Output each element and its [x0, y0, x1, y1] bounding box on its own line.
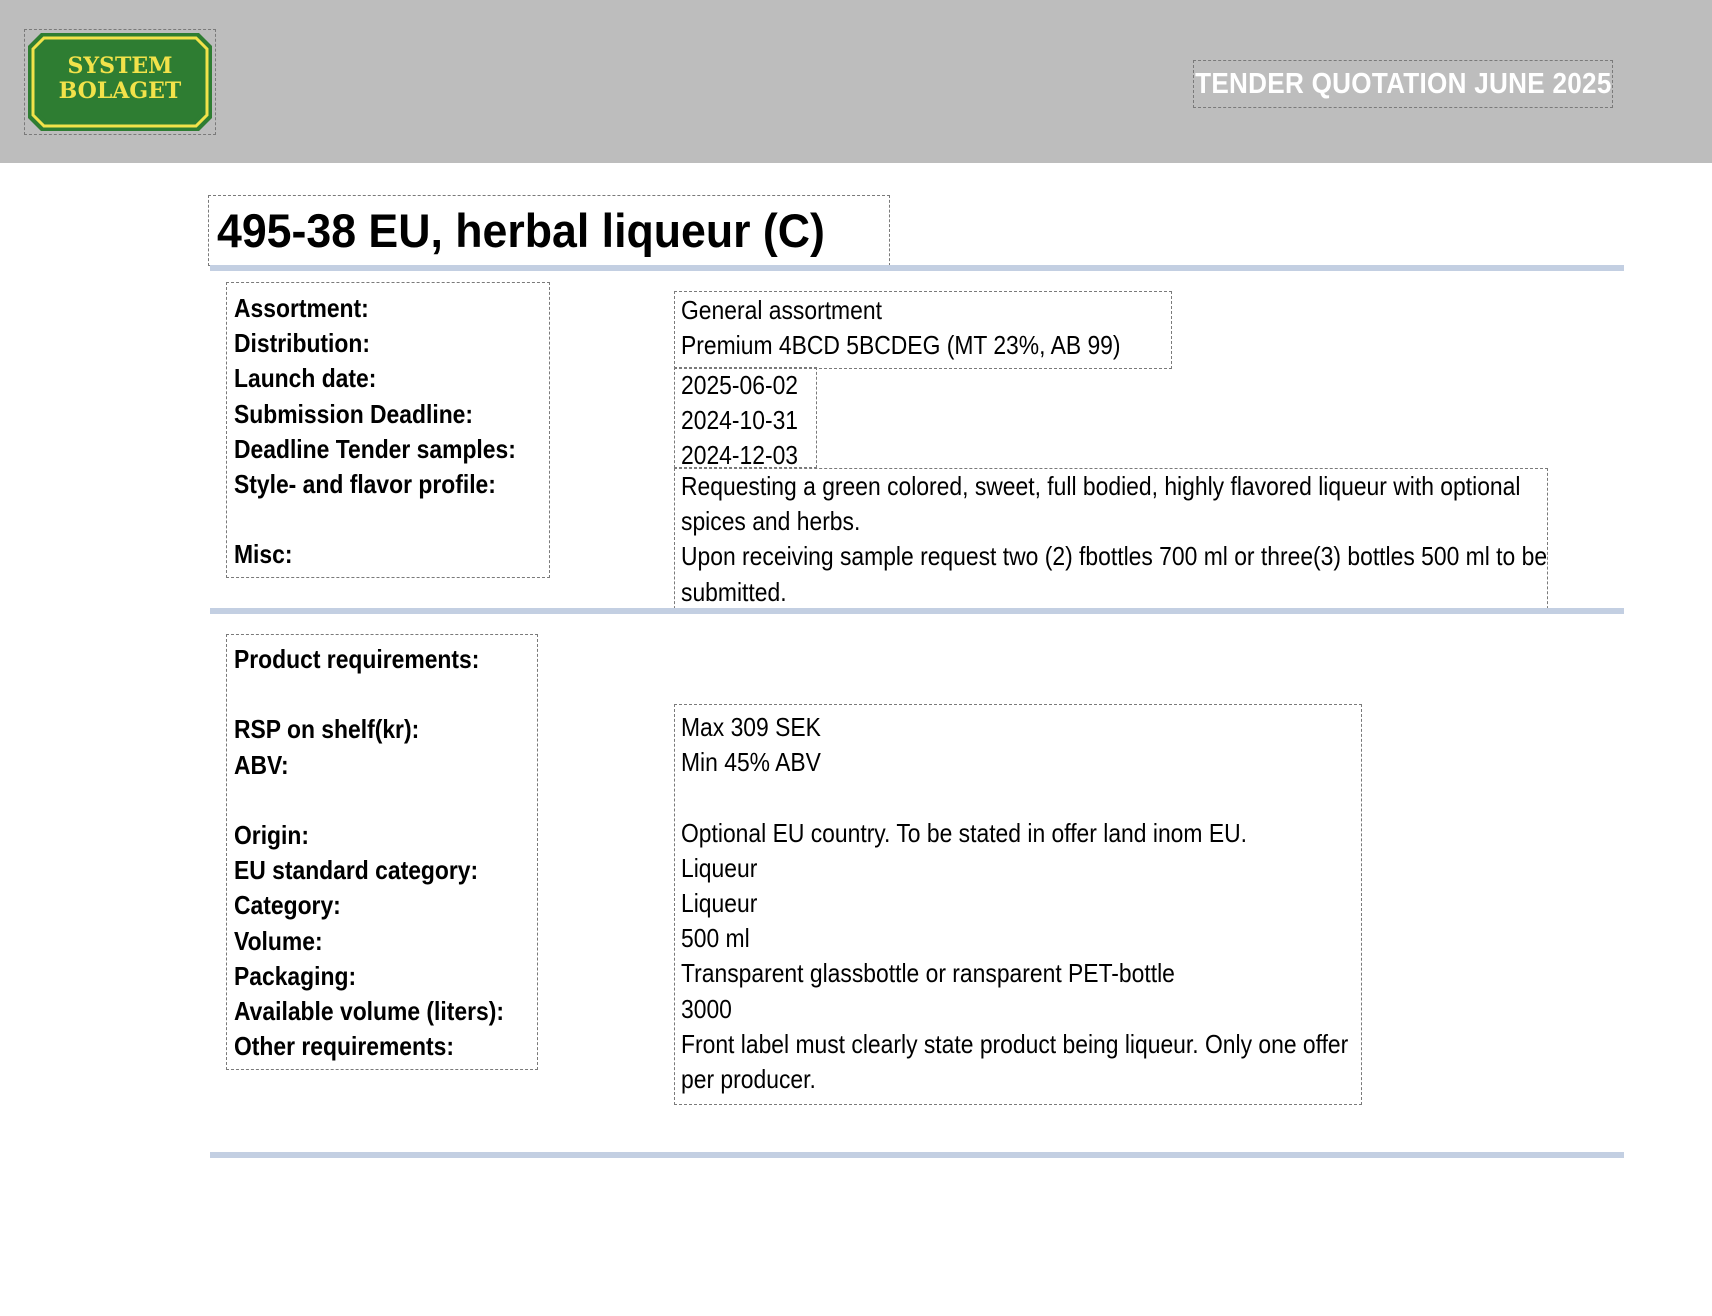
value-packaging: Transparent glassbottle or ransparent PET-bottle	[681, 958, 1175, 989]
value-deadline-samples: 2024-12-03	[681, 440, 799, 471]
value-launch-date: 2025-06-02	[681, 370, 799, 400]
label-style-profile: Style- and flavor profile:	[234, 468, 496, 499]
logo-badge-icon	[25, 30, 215, 134]
label-rsp: RSP on shelf(kr):	[234, 714, 420, 745]
label-abv: ABV:	[234, 749, 289, 780]
value-assortment: General assortment	[681, 295, 882, 325]
logo-text-line2: BOLAGET	[58, 78, 182, 104]
label-distribution: Distribution:	[234, 328, 370, 359]
label-other-requirements: Other requirements:	[234, 1031, 454, 1062]
label-volume: Volume:	[234, 925, 323, 956]
section-divider	[210, 1152, 1624, 1158]
label-assortment: Assortment:	[234, 293, 369, 323]
value-distribution: Premium 4BCD 5BCDEG (MT 23%, AB 99)	[681, 330, 1121, 361]
profile-misc-values	[675, 469, 1547, 613]
section-divider	[210, 608, 1624, 614]
value-abv: Min 45% ABV	[681, 747, 821, 778]
value-misc: Upon receiving sample request two (2) fbottles 700 ml or three(3) bottles 500 ml to be submitted.	[681, 541, 1548, 607]
label-category: Category:	[234, 890, 341, 921]
value-rsp: Max 309 SEK	[681, 712, 821, 742]
label-available-volume: Available volume (liters):	[234, 995, 504, 1026]
label-packaging: Packaging:	[234, 960, 357, 991]
section-divider	[210, 265, 1624, 271]
document-title: 495-38 EU, herbal liqueur (C)	[209, 196, 889, 265]
label-product-requirements: Product requirements:	[234, 644, 480, 674]
value-eu-category: Liqueur	[681, 852, 758, 883]
value-submission-deadline: 2024-10-31	[681, 405, 799, 436]
general-info-labels	[227, 283, 549, 577]
product-requirements-values	[675, 705, 1361, 1104]
assortment-distribution-values	[675, 292, 1171, 368]
label-launch-date: Launch date:	[234, 363, 377, 394]
label-misc: Misc:	[234, 539, 293, 570]
value-origin: Optional EU country. To be stated in offer land inom EU.	[681, 817, 1247, 848]
date-values	[675, 368, 816, 471]
value-volume: 500 ml	[681, 923, 750, 954]
label-submission-deadline: Submission Deadline:	[234, 398, 474, 429]
value-category: Liqueur	[681, 887, 758, 918]
header-title: TENDER QUOTATION JUNE 2025	[1194, 61, 1612, 107]
value-style-profile: Requesting a green colored, sweet, full bodied, highly flavored liqueur with optional spices and herbs.	[681, 471, 1521, 537]
logo-text-line1: SYSTEM	[67, 53, 173, 79]
value-other-requirements: Front label must clearly state product being liqueur. Only one offer per producer.	[681, 1028, 1349, 1094]
systembolaget-logo	[25, 30, 215, 134]
label-deadline-samples: Deadline Tender samples:	[234, 433, 516, 464]
label-eu-category: EU standard category:	[234, 855, 479, 886]
label-origin: Origin:	[234, 819, 309, 850]
value-available-volume: 3000	[681, 993, 732, 1024]
product-requirements-labels	[227, 635, 537, 1069]
